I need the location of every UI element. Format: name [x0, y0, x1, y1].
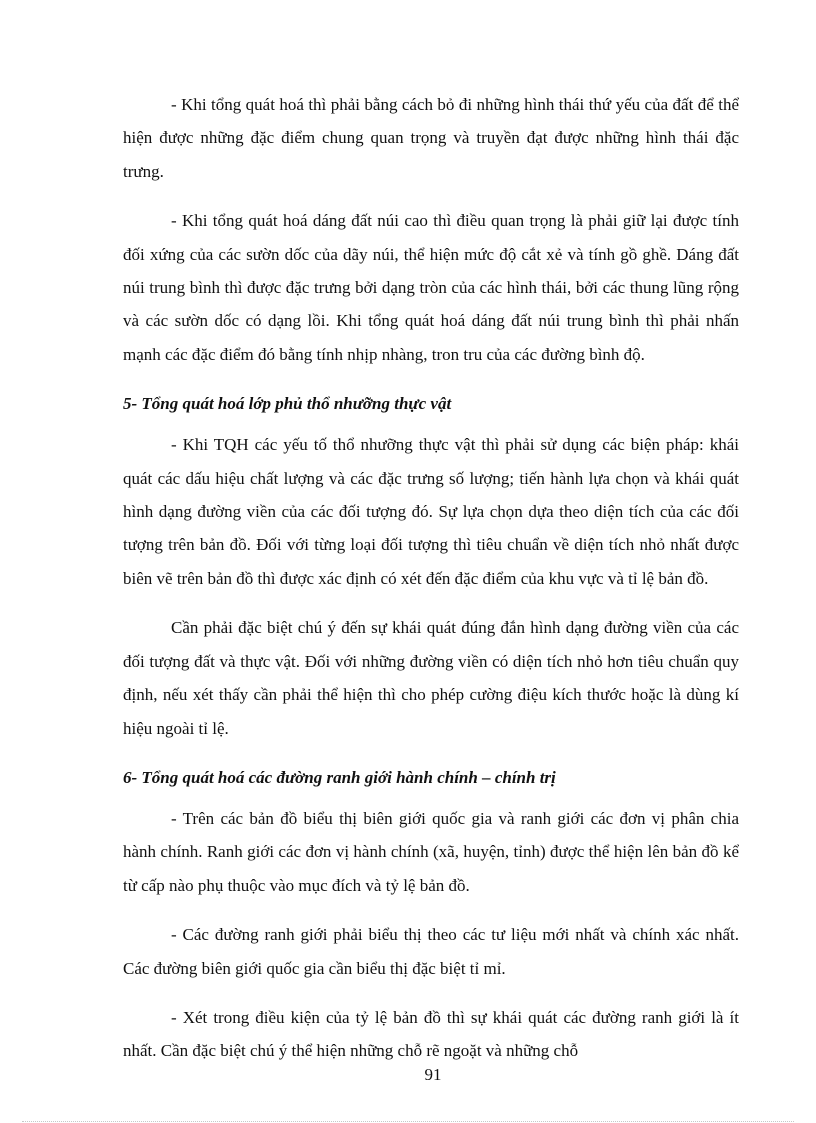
- page-body: [123, 88, 739, 1084]
- paragraph: - Xét trong điều kiện của tỷ lệ bản đồ thì sự khái quát các đường ranh giới là ít nhất. Cần đặc biệt chú ý thể hiện những chỗ rẽ ngoặt và những chỗ: [123, 1007, 739, 1061]
- section-heading: 6- Tổng quát hoá các đường ranh giới hành chính – chính trị: [123, 767, 556, 787]
- page-number: 91: [424, 1065, 442, 1084]
- paragraph: - Khi tổng quát hoá thì phải bằng cách bỏ đi những hình thái thứ yếu của đất để thể hiện được những đặc điểm chung quan trọng và truyền đạt được những hình thái đặc trưng.: [123, 95, 739, 181]
- paragraph: Cần phải đặc biệt chú ý đến sự khái quát đúng đắn hình dạng đường viền của các đối tượng đất và thực vật. Đối với những đường viền có diện tích nhỏ hơn tiêu chuẩn quy định, nếu xét thấy cần phải thể hiện thì cho phép cường điệu kích thước hoặc là dùng kí hiệu ngoài tỉ lệ.: [123, 618, 739, 738]
- paragraph: - Các đường ranh giới phải biểu thị theo các tư liệu mới nhất và chính xác nhất. Các đường biên giới quốc gia cần biểu thị đặc biệt tỉ mỉ.: [123, 925, 739, 978]
- paragraph: - Khi tổng quát hoá dáng đất núi cao thì điều quan trọng là phải giữ lại được tính đối xứng của các sườn dốc của dãy núi, thể hiện mức độ cắt xẻ và tính gồ ghề. Dáng đất núi trung bình thì được đặc trưng bởi dạng tròn của các hình thái, bởi các thung lũng rộng và các sườn dốc có dạng lồi. Khi tổng quát hoá dáng đất núi trung bình thì phải nhấn mạnh các đặc điểm đó bằng tính nhịp nhàng, tron tru của các đường bình độ.: [123, 211, 739, 364]
- page-bottom-rule: [22, 1121, 794, 1122]
- section-heading: 5- Tổng quát hoá lớp phủ thổ nhưỡng thực vật: [123, 394, 452, 414]
- paragraph: - Trên các bản đồ biểu thị biên giới quốc gia và ranh giới các đơn vị phân chia hành chính. Ranh giới các đơn vị hành chính (xã, huyện, tỉnh) được thể hiện lên bản đồ kể từ cấp nào phụ thuộc vào mục đích và tỷ lệ bản đồ.: [123, 808, 739, 895]
- paragraph: - Khi TQH các yếu tố thổ nhưỡng thực vật thì phải sử dụng các biện pháp: khái quát các dấu hiệu chất lượng và các đặc trưng số lượng; tiến hành lựa chọn và khái quát hình dạng đường viền của các đối tượng đó. Sự lựa chọn dựa theo diện tích của các đối tượng trên bản đồ. Đối với từng loại đối tượng thì tiêu chuẩn về diện tích nhỏ nhất được biên vẽ trên bản đồ thì được xác định có xét đến đặc điểm của khu vực và tỉ lệ bản đồ.: [123, 435, 739, 588]
